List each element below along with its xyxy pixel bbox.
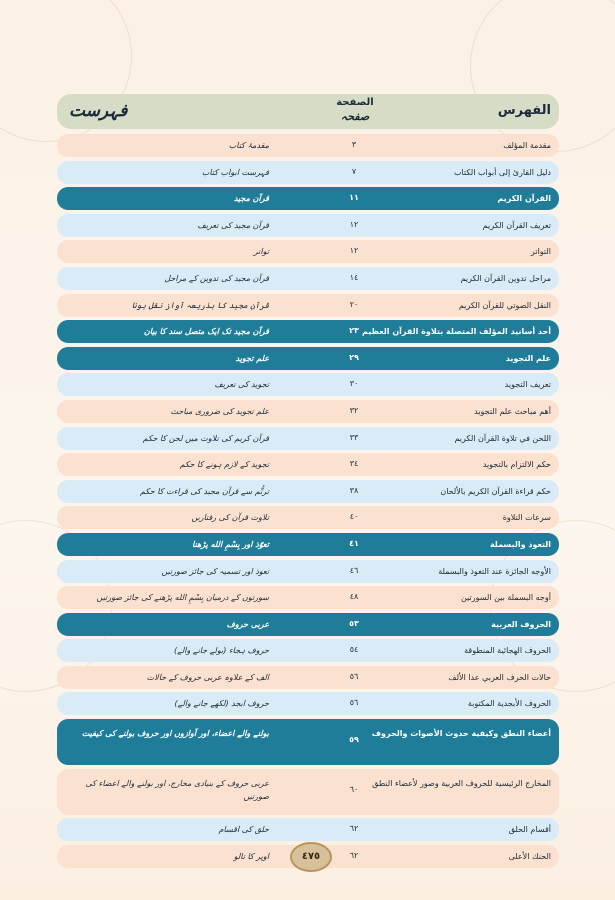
arabic-entry: اللحن في تلاوة القرآن الكريم — [454, 433, 551, 443]
arabic-entry: سرعات التلاوة — [502, 513, 551, 523]
page-number: ٤٨ — [349, 592, 359, 602]
arabic-entry: أهم مباحث علم التجويد — [474, 406, 551, 416]
page-number: ١٤ — [349, 272, 359, 282]
toc-row — [57, 214, 559, 237]
page-number: ٧ — [351, 166, 357, 176]
toc-row — [57, 373, 559, 396]
toc-row — [57, 187, 559, 210]
urdu-entry: قرآن مجید تک ایک متصل سند کا بیان — [143, 327, 269, 337]
arabic-entry: الأوجه الجائزة عند التعوذ والبسملة — [438, 566, 551, 576]
arabic-title: الفهرس — [497, 103, 551, 118]
urdu-entry: علم تجوید — [235, 353, 269, 363]
urdu-entry: حلق کی اقسام — [218, 825, 269, 835]
toc-row — [57, 267, 559, 290]
arabic-entry: التواتر — [530, 247, 551, 257]
arabic-entry: مقدمة المؤلف — [503, 141, 551, 150]
page-number: ٦٠ — [349, 784, 359, 794]
arabic-entry: الحروف العربية — [491, 619, 551, 629]
urdu-entry: تواتر — [253, 247, 269, 257]
page-number: ١٢ — [349, 219, 359, 229]
page-number: ٣٢ — [349, 405, 359, 415]
toc-row — [57, 320, 559, 343]
page-number: ٤٦ — [349, 565, 359, 575]
toc-row — [57, 480, 559, 503]
toc-row — [57, 586, 559, 609]
toc-row — [57, 400, 559, 423]
toc-row — [57, 719, 559, 765]
arabic-entry: تعريف التجويد — [504, 380, 551, 390]
urdu-entry: عربی حروف کے بنیادی مخارج، اور بولنے والے اعضاء کی صورتیں — [85, 778, 269, 801]
page-number: ٢٣ — [349, 326, 359, 336]
page-number: ٣٤ — [349, 459, 359, 469]
toc-row — [57, 347, 559, 370]
arabic-entry: الحروف الأبجدية المكتوبة — [467, 699, 551, 709]
toc-row — [57, 240, 559, 263]
arabic-entry: دليل القارئ إلى أبواب الكتاب — [453, 167, 551, 177]
urdu-entry: قرآن کریم کی تلاوت میں لحن کا حکم — [142, 433, 269, 443]
page-column-header — [325, 96, 385, 124]
urdu-entry: فہرست ابواب کتاب — [201, 167, 269, 177]
page-number: ٣٠ — [349, 379, 359, 389]
urdu-entry: حروف ابجد (لکھے جانے والے) — [174, 699, 269, 709]
page-number: ٣٣ — [349, 432, 359, 442]
page-number: ٥٩ — [349, 735, 359, 745]
page-number: ٤١ — [349, 538, 359, 548]
arabic-entry: الحنك الأعلى — [508, 851, 551, 861]
urdu-entry: قرآن مجید کی تعریف — [197, 220, 269, 230]
toc-row — [57, 506, 559, 529]
urdu-entry: تجوید کے لازم ہونے کا حکم — [179, 460, 269, 470]
arabic-entry: القرآن الكريم — [497, 194, 551, 204]
arabic-entry: النقل الصوتي للقرآن الكريم — [458, 300, 551, 310]
page-number: ٦٢ — [349, 850, 359, 860]
arabic-entry: أحد أسانيد المؤلف المتصلة بتلاوة القرآن العظيم — [361, 327, 551, 337]
urdu-entry: قرآن مجید کا بذریعہ آواز نقل ہونا — [131, 300, 269, 310]
toc-row — [57, 294, 559, 317]
urdu-entry: تجوید کی تعریف — [214, 380, 269, 390]
toc-row — [57, 161, 559, 184]
toc-row — [57, 134, 559, 157]
toc-row — [57, 818, 559, 841]
page-number: ٥٤ — [349, 645, 359, 655]
arabic-entry: تعريف القرآن الكريم — [482, 220, 551, 230]
page-number: ٥٦ — [349, 698, 359, 708]
page-label-arabic: الصفحة — [336, 97, 374, 108]
urdu-entry: تعوّذ اور بِسْمِ الله پڑھنا — [192, 539, 269, 549]
urdu-entry: علم تجوید کی ضروری مباحث — [170, 406, 269, 416]
urdu-entry: ترنُّم سے قرآن مجید کی قراءت کا حکم — [140, 486, 269, 496]
urdu-title: فہرست — [69, 101, 128, 121]
page-number: ٢٩ — [349, 352, 359, 362]
arabic-entry: حكم قراءة القرآن الكريم بالألحان — [440, 486, 551, 496]
page-number: ١١ — [349, 193, 359, 203]
urdu-entry: تلاوت قرآن کی رفتاریں — [191, 513, 269, 523]
page-number: ٣ — [351, 140, 357, 149]
arabic-entry: مراحل تدوين القرآن الكريم — [460, 273, 551, 283]
page-number: ٤٠ — [349, 512, 359, 522]
toc-row — [57, 453, 559, 476]
urdu-entry: عربی حروف — [226, 619, 269, 629]
page-number-badge: ٤٧٥ — [290, 842, 332, 872]
page-number: ٢٠ — [349, 299, 359, 309]
toc-row — [57, 692, 559, 715]
arabic-entry: حالات الحرف العربي عدا الألف — [448, 672, 551, 682]
arabic-entry: حكم الالتزام بالتجويد — [482, 460, 551, 470]
arabic-entry: التعوذ والبسملة — [489, 539, 551, 549]
urdu-entry: اوپر کا تالو — [233, 851, 269, 861]
toc-row — [57, 427, 559, 450]
toc-rows — [57, 134, 559, 868]
arabic-entry: المخارج الرئيسية للحروف العربية وصور لأعضاء النطق — [372, 778, 551, 788]
page-number: ٣٨ — [349, 485, 359, 495]
urdu-entry: مقدمۂ کتاب — [228, 141, 269, 150]
arabic-entry: الحروف الهجائية المنطوقة — [464, 646, 551, 656]
toc-row — [57, 560, 559, 583]
urdu-entry: سورتوں کے درمیان بِسْمِ الله پڑھنے کی جائز صورتیں — [96, 593, 269, 603]
toc-row — [57, 639, 559, 662]
urdu-entry: بولنے والے اعضاء، اور آوازوں اور حروف بولنے کی کیفیت — [81, 729, 269, 739]
arabic-entry: أعضاء النطق وكيفية حدوث الأصوات والحروف — [371, 729, 551, 739]
arabic-entry: علم التجويد — [505, 353, 551, 363]
page-number: ١٢ — [349, 246, 359, 256]
page-label-urdu: صفحہ — [340, 110, 370, 123]
page-number: ٥٣ — [349, 618, 359, 628]
page-number: ٥٦ — [349, 671, 359, 681]
urdu-entry: قرآن مجید — [233, 194, 269, 204]
urdu-entry: تعوذ اور تسمیہ کی جائز صورتیں — [161, 566, 269, 576]
toc-row — [57, 769, 559, 815]
toc-row — [57, 613, 559, 636]
arabic-entry: أقسام الحلق — [508, 825, 551, 835]
toc-row — [57, 533, 559, 556]
urdu-entry: حروف ہجاء (بولے جانے والے) — [174, 646, 269, 656]
toc-header — [57, 94, 559, 129]
page-number: ٦٢ — [349, 824, 359, 834]
arabic-entry: أوجه البسملة بين السورتين — [461, 593, 551, 603]
urdu-entry: الف کے علاوہ عربی حروف کے حالات — [146, 672, 269, 682]
toc-row — [57, 666, 559, 689]
table-of-contents — [57, 94, 559, 871]
urdu-entry: قرآن مجید کی تدوین کے مراحل — [164, 273, 269, 283]
